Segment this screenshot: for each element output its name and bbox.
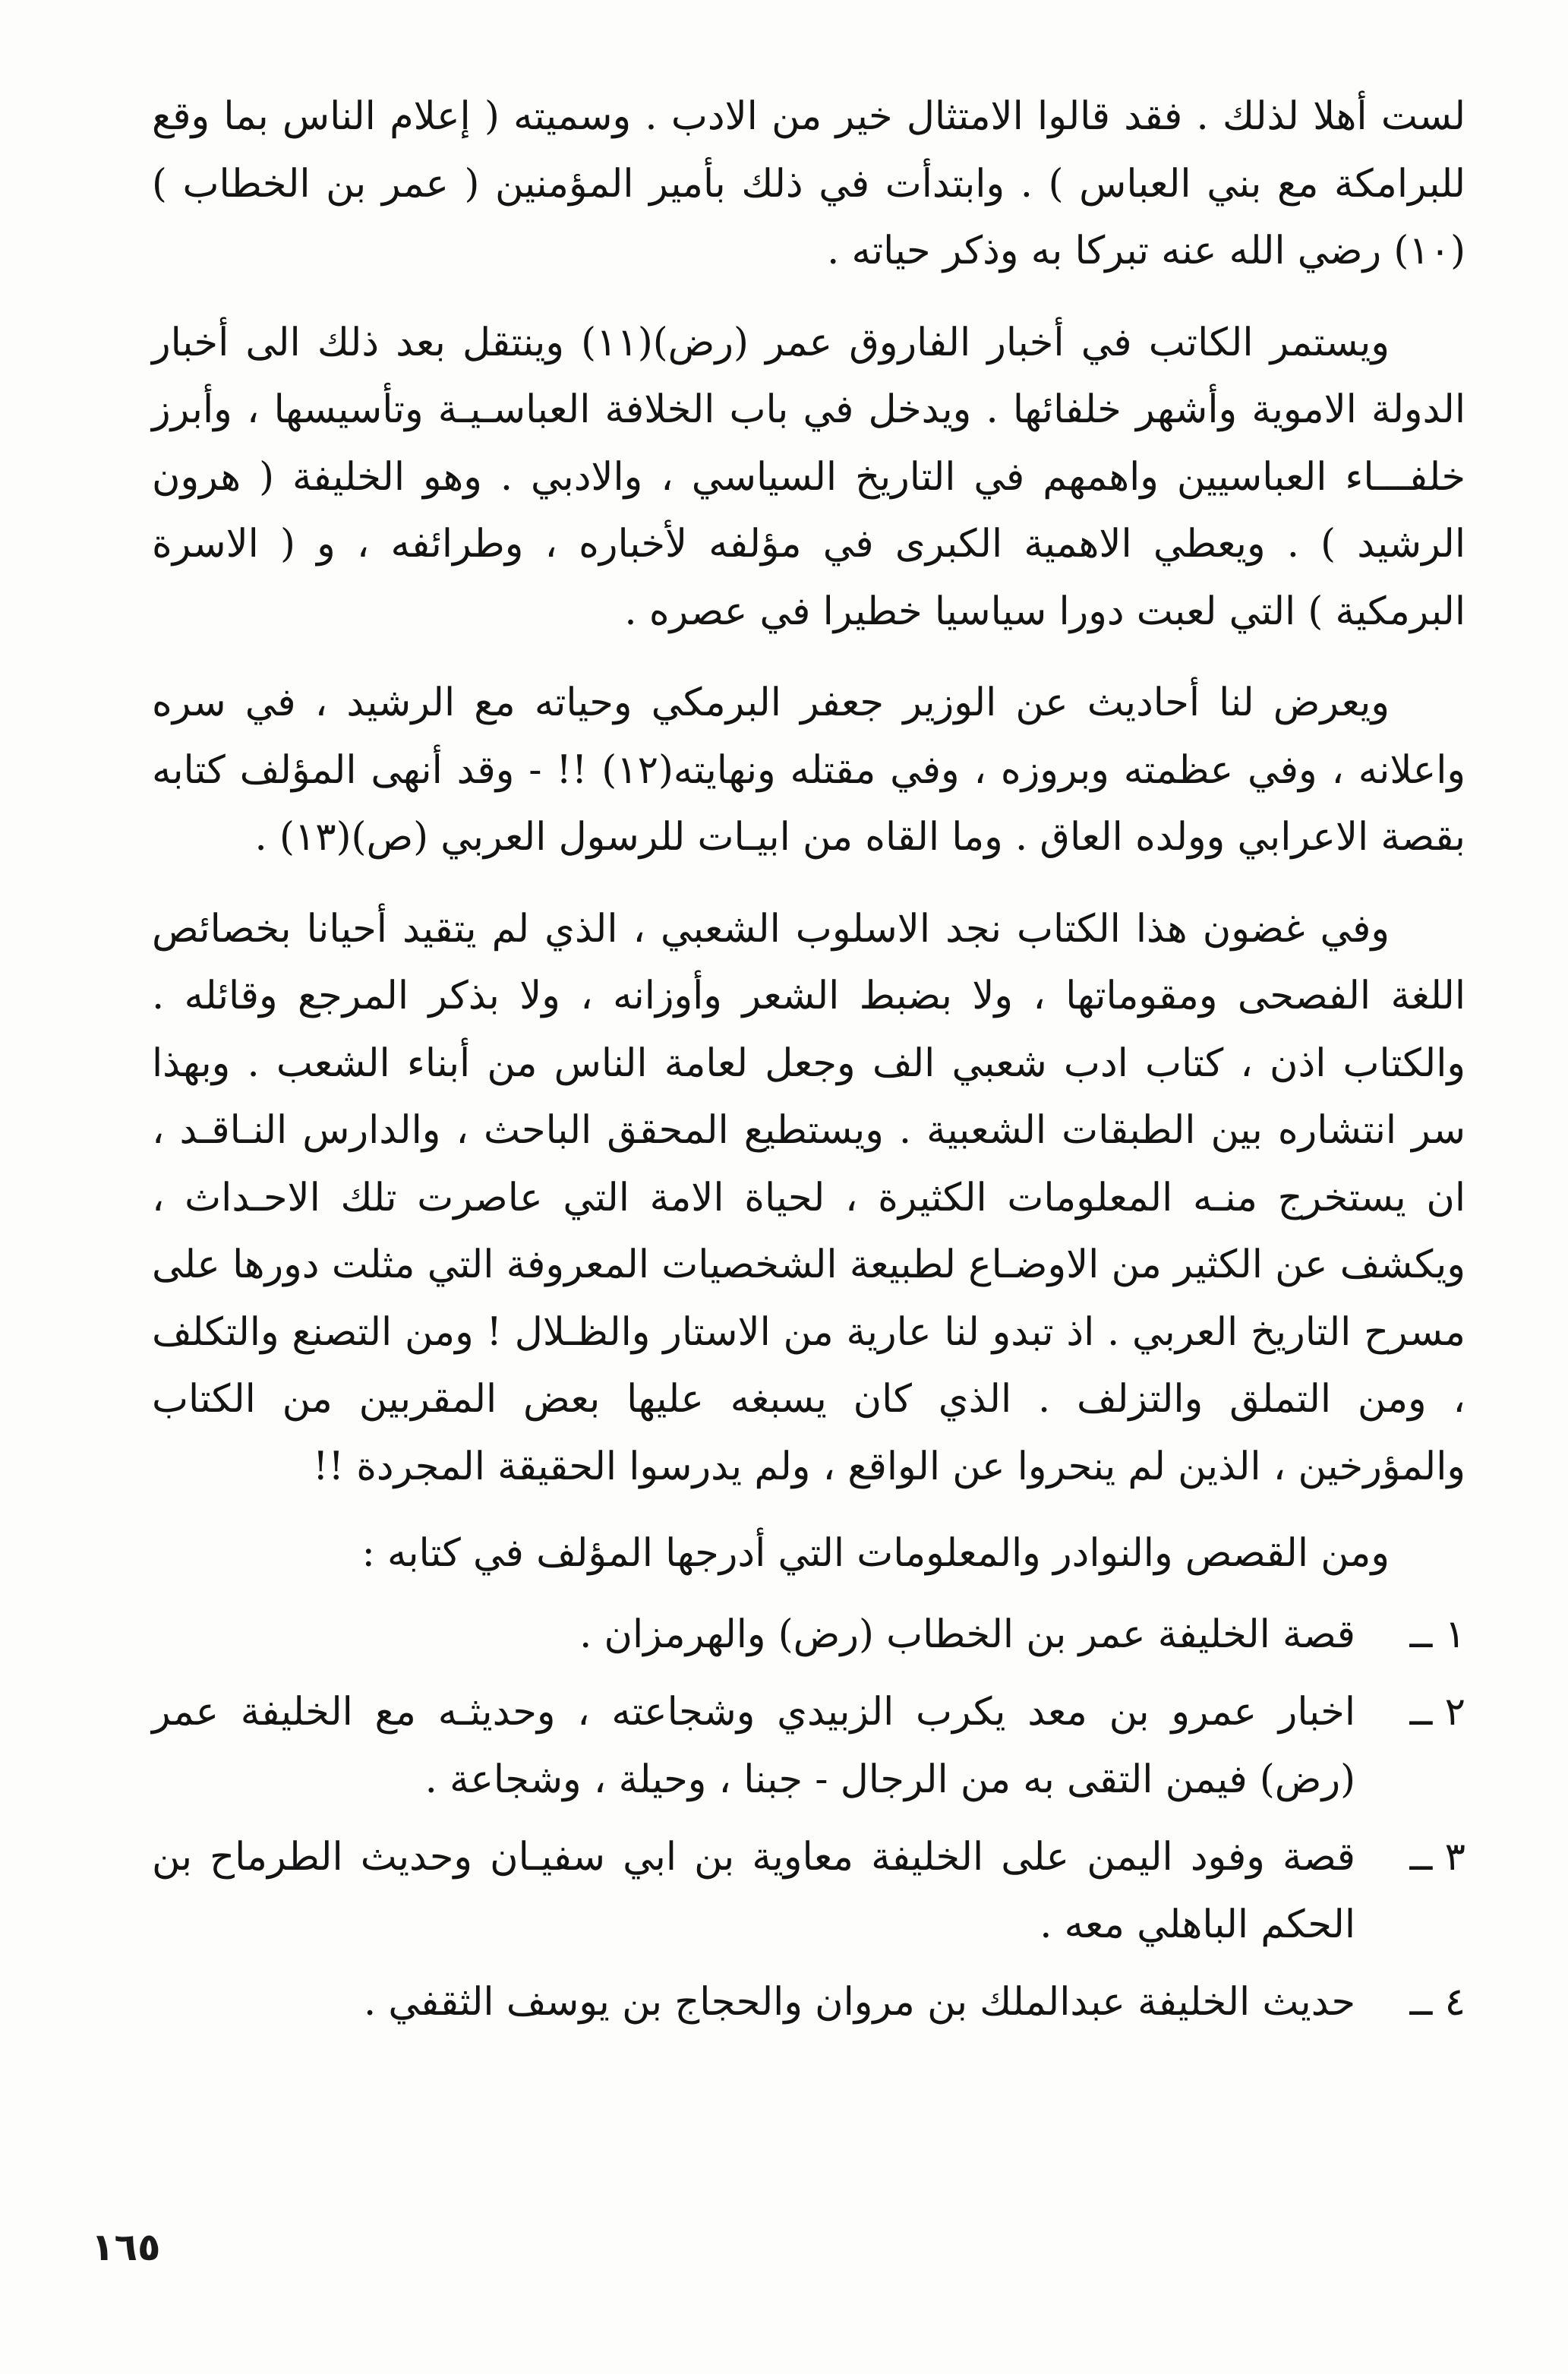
stories-list: [152, 1602, 1465, 2037]
list-item-text: حديث الخليفة عبدالملك بن مروان والحجاج بن يوسف الثقفي .: [363, 1980, 1355, 2025]
paragraph-jaafar-barmaki: ويعرض لنا أحاديث عن الوزير جعفر البرمكي وحياته مع الرشيد ، في سره واعلانه ، وفي عظمته وبروزه ، وفي مقتله ونهايته(١٢) !! - وقد أنهى المؤلف كتابه بقصة الاعرابي وولده العاق . وما القاه من ابيـات للرسول العربي (ص)(١٣) .: [152, 680, 1465, 860]
paragraph-intro-end: لست أهلا لذلك . فقد قالوا الامتثال خير من الادب . وسميته ( إعلام الناس بما وقع للبرامكة مع بني العباس ) . وابتدأت في ذلك بأمير المؤمنين ( عمر بن الخطاب )(١٠) رضي الله عنه تبركا به وذكر حياته .: [152, 94, 1465, 273]
list-item: [152, 1824, 1465, 1959]
list-item-text: قصة وفود اليمن على الخليفة معاوية بن ابي سفيـان وحديث الطرماح بن الحكم الباهلي معه .: [152, 1835, 1355, 1947]
list-item: [152, 1602, 1465, 1669]
paragraph-book-contents: ويستمر الكاتب في أخبار الفاروق عمر (رض)(١١) وينتقل بعد ذلك الى أخبار الدولة الاموية وأشهر خلفائها . ويدخل في باب الخلافة العباسـيـة وتأسيسها ، وأبرز خلفـــاء العباسيين واهمهم في التاريخ السياسي ، والادبي . وهو الخليفة ( هرون الرشيد ) . ويعطي الاهمية الكبرى في مؤلفه لأخباره ، وطرائفه ، و ( الاسرة البرمكية ) التي لعبت دورا سياسيا خطيرا في عصره .: [152, 320, 1465, 634]
list-item: [152, 1679, 1465, 1814]
page-number: ١٦٥: [91, 2225, 161, 2269]
list-item: [152, 1969, 1465, 2037]
page-text-block: [152, 84, 1465, 2047]
list-item-text: قصة الخليفة عمر بن الخطاب (رض) والهرمزان .: [579, 1612, 1355, 1657]
paragraph-list-intro: ومن القصص والنوادر والمعلومات التي أدرجها المؤلف في كتابه :: [361, 1531, 1390, 1576]
list-item-number: ١ ــ: [1409, 1612, 1465, 1657]
list-item-number: ٤ ــ: [1409, 1980, 1465, 2025]
list-item-number: ٣ ــ: [1409, 1835, 1465, 1880]
list-item-text: اخبار عمرو بن معد يكرب الزبيدي وشجاعته ، وحديثـه مع الخليفة عمر (رض) فيمن التقى به من الرجال - جبنا ، وحيلة ، وشجاعة .: [152, 1690, 1355, 1802]
list-item-number: ٢ ــ: [1409, 1690, 1465, 1735]
paragraph-folk-style: وفي غضون هذا الكتاب نجد الاسلوب الشعبي ، الذي لم يتقيد أحيانا بخصائص اللغة الفصحى ومقوماتها ، ولا بضبط الشعر وأوزانه ، ولا بذكر المرجع وقائله . والكتاب اذن ، كتاب ادب شعبي الف وجعل لعامة الناس من أبناء الشعب . وبهذا سر انتشاره بين الطبقات الشعبية . ويستطيع المحقق الباحث ، والدارس النـاقـد ، ان يستخرج منـه المعلومات الكثيرة ، لحياة الامة التي عاصرت تلك الاحـداث ، ويكشف عن الكثير من الاوضـاع لطبيعة الشخصيات المعروفة التي مثلت دورها على مسرح التاريخ العربي . اذ تبدو لنا عارية من الاستار والظـلال ! ومن التصنع والتكلف ، ومن التملق والتزلف . الذي كان يسبغه عليها بعض المقربين من الكتاب والمؤرخين ، الذين لم ينحروا عن الواقع ، ولم يدرسوا الحقيقة المجردة !!: [152, 906, 1465, 1489]
